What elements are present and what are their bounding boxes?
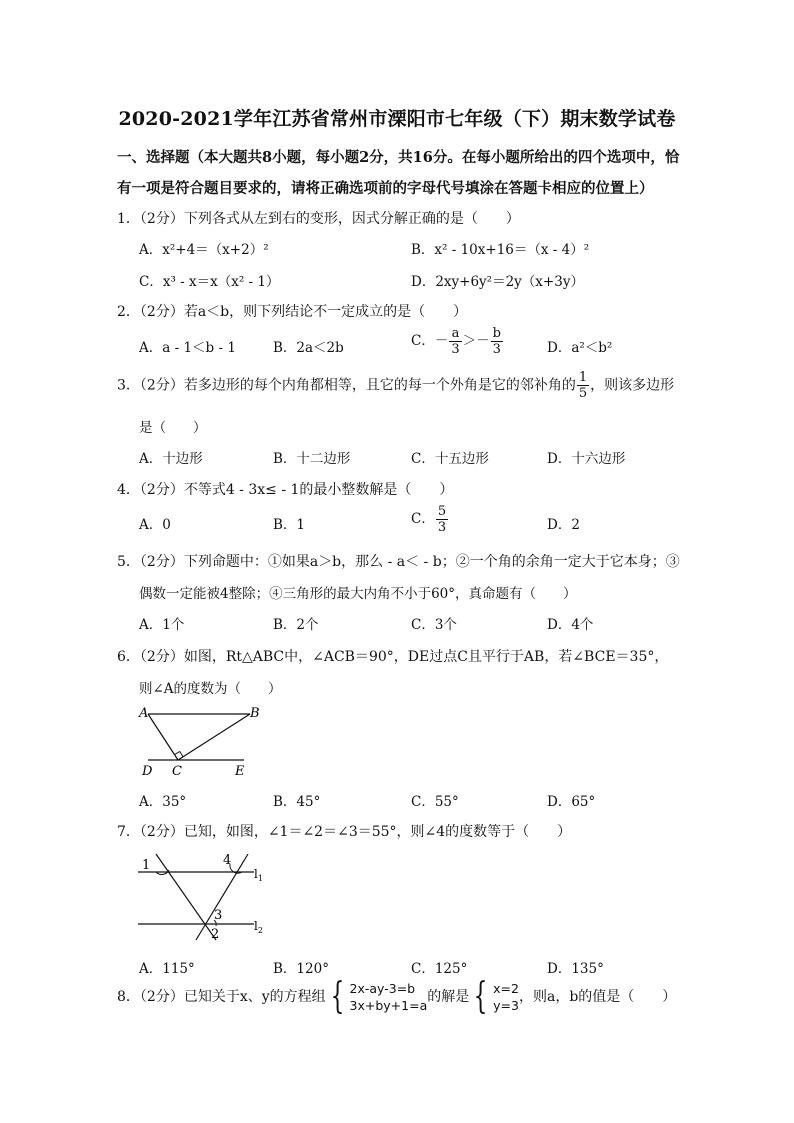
q6-label-e: E bbox=[235, 764, 245, 779]
q7-option-c: C．125° bbox=[411, 961, 468, 977]
q7-stem: 7．（2分）已知，如图，∠1＝∠2＝∠3＝55°，则∠4的度数等于（ ） bbox=[117, 824, 572, 840]
q4-stem: 4．（2分）不等式4 - 3x≤ - 1的最小整数解是（ ） bbox=[117, 482, 454, 498]
q4-c-prefix: C． bbox=[411, 511, 435, 527]
q3-option-b: B．十二边形 bbox=[273, 451, 351, 467]
q5-stem-line1: 5．（2分）下列命题中：①如果a＞b，那么 - a＜ - b；②一个角的余角一定大于它本身；③ bbox=[117, 554, 680, 570]
q2-c-num-a: a bbox=[449, 326, 461, 342]
q2-option-b: B．2a＜2b bbox=[273, 340, 344, 356]
q7-label-l1: $l_1$ bbox=[254, 867, 263, 883]
q1-option-c: C．x³ - x＝x（x² - 1） bbox=[139, 274, 280, 290]
q6-triangle-figure bbox=[136, 702, 266, 780]
q6-option-a: A．35° bbox=[139, 794, 187, 810]
q4-option-b: B．1 bbox=[273, 517, 306, 533]
q4-c-num: 5 bbox=[437, 504, 447, 519]
q6-stem-line2: 则∠A的度数为（ ） bbox=[139, 681, 282, 697]
q6-option-c: C．55° bbox=[411, 794, 459, 810]
section-heading-line1: 一、选择题（本大题共8小题，每小题2分，共16分。在每小题所给出的四个选项中，恰 bbox=[117, 149, 680, 166]
q6-segment-bc bbox=[178, 714, 250, 760]
q2-c-num-b: b bbox=[492, 326, 501, 341]
q2-c-den-b: 3 bbox=[492, 342, 501, 357]
q6-option-d: D．65° bbox=[547, 794, 596, 810]
q2-c-den-a: 3 bbox=[451, 342, 460, 357]
q3-stem-line2: 是（ ） bbox=[139, 420, 207, 436]
q3-option-c: C．十五边形 bbox=[411, 451, 489, 467]
q8-solution bbox=[493, 980, 519, 1014]
q8-equation-system bbox=[350, 980, 428, 1014]
q1-option-a: A．x²+4＝（x+2）² bbox=[139, 242, 269, 258]
q2-c-frac-b bbox=[491, 326, 503, 357]
q7-transversal-left bbox=[156, 854, 216, 940]
q5-option-a: A．1个 bbox=[139, 617, 185, 633]
q4-c-den: 3 bbox=[437, 520, 447, 535]
q5-option-d: D．4个 bbox=[547, 617, 594, 633]
q7-option-d: D．135° bbox=[547, 961, 604, 977]
q7-label-1: 1 bbox=[142, 858, 151, 873]
q6-segment-ac bbox=[148, 714, 178, 760]
q4-option-c bbox=[411, 504, 449, 535]
q7-parallel-lines-figure bbox=[134, 846, 270, 944]
q8-stem-post: ，则a，b的值是（ ） bbox=[518, 989, 677, 1005]
q5-stem-line2: 偶数一定能被4整除；④三角形的最大内角不小于60°，真命题有（ ） bbox=[139, 586, 577, 602]
q7-option-a: A．115° bbox=[139, 961, 195, 977]
q7-option-b: B．120° bbox=[273, 961, 329, 977]
q6-label-a: A bbox=[139, 706, 149, 721]
q3-option-a: A．十边形 bbox=[139, 451, 203, 467]
q3-frac-den: 5 bbox=[578, 386, 588, 401]
q2-c-frac-a bbox=[449, 326, 461, 357]
q8-eq2: 3x+by+1=a bbox=[349, 998, 428, 1013]
q2-option-a: A．a - 1＜b - 1 bbox=[139, 340, 236, 356]
q8-mid: 的解是 bbox=[427, 989, 470, 1005]
q2-option-d: D．a²＜b² bbox=[547, 340, 613, 356]
q4-c-frac bbox=[436, 504, 448, 535]
q3-stem-line1 bbox=[117, 370, 674, 401]
q8-left-brace-2: { bbox=[473, 976, 488, 1017]
q6-label-d: D bbox=[142, 764, 153, 779]
q3-stem-post: ，则该多边形 bbox=[590, 377, 675, 394]
q7-transversal-right bbox=[196, 854, 248, 940]
q3-frac bbox=[577, 370, 589, 401]
q2-c-prefix: C．－ bbox=[411, 333, 449, 349]
q8-stem bbox=[117, 976, 677, 1017]
q6-option-b: B．45° bbox=[273, 794, 321, 810]
q2-stem: 2．（2分）若a＜b，则下列结论不一定成立的是（ ） bbox=[117, 304, 468, 320]
q8-sol2: y=3 bbox=[493, 998, 519, 1013]
q4-option-d: D．2 bbox=[547, 517, 580, 533]
q8-sol1: x=2 bbox=[493, 981, 519, 996]
section-heading-line2: 有一项是符合题目要求的，请将正确选项前的字母代号填涂在答题卡相应的位置上） bbox=[117, 180, 654, 197]
q2-option-c bbox=[411, 326, 504, 357]
q6-label-b: B bbox=[250, 706, 260, 721]
q8-eq1: 2x-ay-3=b bbox=[349, 981, 416, 996]
q3-frac-num: 1 bbox=[578, 370, 588, 385]
q3-stem-pre: 3．（2分）若多边形的每个内角都相等，且它的每一个外角是它的邻补角的 bbox=[117, 377, 576, 394]
q5-option-b: B．2个 bbox=[273, 617, 319, 633]
q3-option-d: D．十六边形 bbox=[547, 451, 626, 467]
page-title: 2020-2021学年江苏省常州市溧阳市七年级（下）期末数学试卷 bbox=[118, 108, 676, 130]
q4-option-a: A．0 bbox=[139, 517, 171, 533]
q7-label-4: 4 bbox=[223, 853, 232, 868]
q6-stem-line1: 6．（2分）如图，Rt△ABC中，∠ACB＝90°，DE过点C且平行于AB，若∠BCE＝35°， bbox=[117, 649, 669, 665]
q6-label-c: C bbox=[172, 764, 182, 779]
q2-c-mid: ＞－ bbox=[462, 333, 490, 349]
q8-stem-pre: 8．（2分）已知关于x、y的方程组 bbox=[117, 989, 326, 1005]
q7-label-3: 3 bbox=[214, 908, 223, 923]
q7-label-2: 2 bbox=[211, 927, 220, 942]
q7-label-l2: $l_2$ bbox=[254, 919, 263, 935]
q1-option-d: D．2xy+6y²＝2y（x+3y） bbox=[411, 274, 584, 290]
q8-left-brace-1: { bbox=[330, 976, 344, 1017]
q1-option-b: B．x² - 10x+16＝（x - 4）² bbox=[411, 242, 590, 258]
q5-option-c: C．3个 bbox=[411, 617, 457, 633]
q1-stem: 1．（2分）下列各式从左到右的变形，因式分解正确的是（ ） bbox=[117, 211, 520, 227]
